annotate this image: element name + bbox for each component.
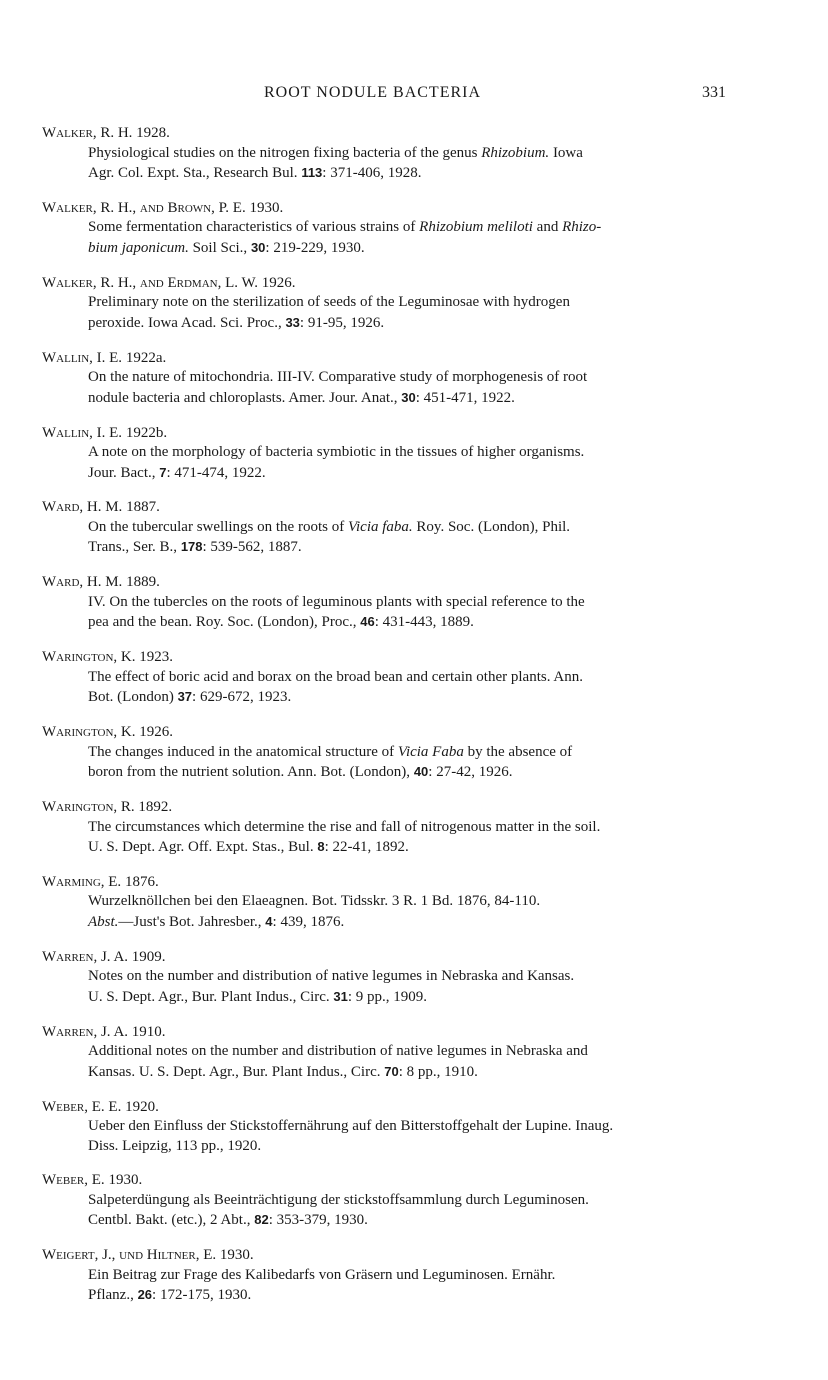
citation-text: : 91-95, 1926. [299, 314, 385, 331]
citation-text: Notes on the number and distribution of native legumes in Nebraska and Kansas. [88, 968, 575, 985]
volume-number: 37 [177, 689, 193, 705]
citation-text: by the absence of [463, 743, 573, 760]
reference-entry [42, 1023, 734, 1083]
citation-text: : 471-474, 1922. [166, 464, 266, 481]
reference-year: 1930. [219, 1247, 254, 1264]
citation-text: nodule bacteria and chloroplasts. Amer. Jour. Anat., [88, 389, 402, 406]
reference-year: 1926. [139, 724, 173, 741]
reference-citation [88, 218, 734, 258]
citation-line [88, 163, 734, 184]
reference-author: Weber, E. [42, 1172, 105, 1189]
citation-line [88, 518, 734, 538]
citation-line [88, 762, 734, 783]
reference-year: 1922b. [125, 424, 168, 441]
citation-text: : 539-562, 1887. [202, 539, 302, 556]
reference-author: Ward, H. M. [42, 574, 123, 591]
citation-text: : 629-672, 1923. [192, 689, 292, 706]
reference-citation [88, 368, 734, 408]
citation-text: Kansas. U. S. Dept. Agr., Bur. Plant Indus., Circ. [88, 1063, 385, 1080]
reference-entry [42, 723, 734, 783]
reference-year: 1889. [126, 574, 160, 591]
citation-text: Preliminary note on the sterilization of seeds of the Leguminosae with hydrogen [88, 294, 570, 311]
reference-year: 1930. [108, 1172, 143, 1189]
citation-text: : 353-379, 1930. [268, 1212, 368, 1229]
citation-text: : 371-406, 1928. [322, 165, 422, 181]
citation-text: IV. On the tubercles on the roots of leguminous plants with special reference to the [88, 593, 585, 610]
reference-entry [42, 124, 734, 184]
volume-number: 31 [333, 988, 348, 1004]
volume-number: 70 [384, 1063, 399, 1079]
reference-heading [42, 424, 734, 444]
reference-heading [42, 1246, 734, 1266]
volume-number: 113 [301, 165, 323, 180]
reference-citation [88, 743, 734, 783]
reference-entry [42, 798, 734, 858]
citation-line [88, 1062, 734, 1083]
reference-citation [88, 1042, 734, 1082]
italic-term: Rhizobium meliloti [419, 219, 533, 236]
reference-year: 1928. [136, 125, 170, 141]
reference-citation [88, 293, 734, 333]
reference-author: Warington, K. [42, 649, 136, 666]
reference-citation [88, 892, 734, 932]
citation-text: The changes induced in the anatomical structure of [88, 743, 398, 760]
citation-line [88, 1191, 734, 1211]
citation-text: Ueber den Einfluss der Stickstoffernährung auf den Bitterstoffgehalt der Lupine. Inaug. [88, 1118, 614, 1135]
citation-line [88, 313, 734, 334]
citation-text: Diss. Leipzig, 113 pp., 1920. [88, 1137, 262, 1154]
citation-text: The effect of boric acid and borax on the broad bean and certain other plants. Ann. [88, 668, 583, 685]
reference-list [42, 124, 734, 1321]
reference-entry [42, 1098, 734, 1157]
citation-line [88, 144, 734, 164]
citation-text: Agr. Col. Expt. Sta., Research Bul. [88, 165, 302, 181]
reference-year: 1876. [124, 873, 159, 890]
citation-line [88, 837, 734, 858]
citation-text: pea and the bean. Roy. Soc. (London), Proc., [88, 614, 361, 631]
reference-citation [88, 443, 734, 483]
reference-entry [42, 498, 734, 558]
citation-line [88, 987, 734, 1008]
citation-line [88, 612, 734, 633]
citation-line [88, 443, 734, 463]
citation-text: Physiological studies on the nitrogen fixing bacteria of the genus [88, 144, 482, 161]
running-title: ROOT NODULE BACTERIA [264, 84, 482, 101]
citation-line [88, 368, 734, 388]
reference-citation [88, 593, 734, 633]
citation-text: : 431-443, 1889. [374, 614, 474, 631]
reference-citation [88, 1266, 734, 1306]
citation-text: Salpeterdüngung als Beeinträchtigung der stickstoffsammlung durch Leguminosen. [88, 1191, 589, 1208]
reference-author: Warren, J. A. [42, 1023, 129, 1040]
citation-text: : 451-471, 1922. [415, 389, 515, 406]
reference-author: Weigert, J., und Hiltner, E. [42, 1247, 217, 1264]
citation-line [88, 388, 734, 409]
reference-heading [42, 873, 734, 893]
citation-text: Pflanz., [88, 1287, 138, 1304]
reference-entry [42, 424, 734, 484]
citation-line [88, 668, 734, 688]
reference-year: 1926. [261, 274, 296, 291]
reference-author: Walker, R. H., and Erdman, L. W. [42, 274, 259, 291]
citation-text: Bot. (London) [88, 689, 178, 706]
reference-year: 1920. [125, 1098, 159, 1115]
citation-line [88, 1137, 734, 1157]
italic-term: Abst. [88, 913, 119, 930]
reference-year: 1922a. [125, 349, 167, 366]
citation-text: On the nature of mitochondria. III-IV. Comparative study of morphogenesis of root [88, 369, 588, 386]
citation-text: : 9 pp., 1909. [347, 988, 428, 1005]
italic-term: bium japonicum. [88, 239, 189, 256]
volume-number: 82 [254, 1212, 269, 1228]
reference-heading [42, 948, 734, 968]
citation-text: : 8 pp., 1910. [398, 1063, 478, 1080]
reference-entry [42, 349, 734, 409]
volume-number: 4 [265, 913, 273, 929]
reference-year: 1887. [126, 499, 160, 516]
volume-number: 178 [180, 539, 203, 555]
citation-line [88, 1285, 734, 1306]
citation-line [88, 238, 734, 259]
citation-text: : 22-41, 1892. [324, 839, 409, 856]
citation-text: A note on the morphology of bacteria symbiotic in the tissues of higher organisms. [88, 444, 585, 461]
citation-text: : 172-175, 1930. [152, 1287, 252, 1304]
italic-term: Vicia Faba [397, 743, 464, 760]
citation-text: U. S. Dept. Agr. Off. Expt. Stas., Bul. [88, 839, 318, 856]
reference-heading [42, 1023, 734, 1043]
reference-author: Wallin, I. E. [42, 424, 123, 441]
italic-term: Vicia faba. [347, 518, 413, 535]
reference-citation [88, 518, 734, 558]
citation-line [88, 293, 734, 313]
volume-number: 40 [413, 764, 429, 780]
reference-author: Warren, J. A. [42, 948, 129, 965]
citation-text: : 439, 1876. [272, 913, 345, 930]
citation-text: Soil Sci., [188, 239, 251, 256]
citation-line [88, 818, 734, 838]
reference-heading [42, 798, 734, 818]
reference-year: 1923. [139, 649, 173, 666]
citation-line [88, 1266, 734, 1286]
reference-citation [88, 818, 734, 858]
reference-year: 1910. [131, 1023, 166, 1040]
volume-number: 7 [159, 464, 167, 480]
page-number: 331 [702, 84, 726, 101]
citation-line [88, 912, 734, 933]
reference-author: Weber, E. E. [42, 1098, 122, 1115]
citation-text: Some fermentation characteristics of various strains of [88, 219, 420, 236]
volume-number: 30 [250, 239, 266, 255]
citation-line [88, 463, 734, 484]
reference-entry [42, 873, 734, 933]
citation-line [88, 537, 734, 558]
citation-text: : 27-42, 1926. [428, 764, 513, 781]
reference-heading [42, 1098, 734, 1118]
reference-entry [42, 573, 734, 633]
citation-line [88, 218, 734, 238]
citation-line [88, 1210, 734, 1231]
volume-number: 33 [285, 314, 300, 330]
citation-line [88, 687, 734, 708]
reference-author: Walker, R. H., and Brown, P. E. [42, 199, 246, 216]
reference-heading [42, 648, 734, 668]
reference-heading [42, 124, 734, 144]
italic-term: Rhizobium. [481, 144, 550, 161]
reference-entry [42, 948, 734, 1008]
citation-text: Additional notes on the number and distribution of native legumes in Nebraska and [88, 1043, 588, 1060]
reference-author: Warington, R. [42, 799, 135, 816]
citation-text: peroxide. Iowa Acad. Sci. Proc., [88, 314, 286, 331]
volume-number: 30 [401, 389, 416, 405]
citation-text: Iowa [549, 144, 583, 161]
citation-line [88, 1042, 734, 1062]
citation-line [88, 892, 734, 912]
citation-text: Centbl. Bakt. (etc.), 2 Abt., [88, 1212, 255, 1229]
reference-author: Warming, E. [42, 873, 122, 890]
reference-entry [42, 274, 734, 334]
reference-citation [88, 668, 734, 708]
reference-year: 1909. [131, 948, 166, 965]
citation-text: and [532, 219, 563, 236]
citation-text: U. S. Dept. Agr., Bur. Plant Indus., Circ. [88, 988, 334, 1005]
reference-author: Walker, R. H. [42, 125, 133, 141]
reference-author: Warington, K. [42, 724, 136, 741]
volume-number: 46 [360, 614, 375, 630]
citation-text: Wurzelknöllchen bei den Elaeagnen. Bot. Tidsskr. 3 R. 1 Bd. 1876, 84-110. [88, 893, 541, 910]
citation-line [88, 967, 734, 987]
reference-entry [42, 1171, 734, 1231]
reference-heading [42, 349, 734, 369]
citation-text: The circumstances which determine the rise and fall of nitrogenous matter in the soil. [88, 818, 601, 835]
citation-line [88, 1117, 734, 1137]
citation-text: boron from the nutrient solution. Ann. Bot. (London), [88, 764, 414, 781]
reference-citation [88, 144, 734, 184]
reference-entry [42, 199, 734, 259]
citation-text: Roy. Soc. (London), Phil. [412, 518, 571, 535]
reference-heading [42, 723, 734, 743]
citation-line [88, 593, 734, 613]
volume-number: 8 [317, 839, 325, 855]
reference-citation [88, 1117, 734, 1156]
reference-author: Wallin, I. E. [42, 349, 123, 366]
reference-heading [42, 274, 734, 294]
reference-heading [42, 199, 734, 219]
reference-heading [42, 498, 734, 518]
italic-term: Rhizo- [562, 219, 602, 236]
reference-author: Ward, H. M. [42, 499, 123, 516]
volume-number: 26 [137, 1287, 153, 1303]
reference-entry [42, 1246, 734, 1306]
citation-text: Trans., Ser. B., [88, 539, 181, 556]
citation-text: Ein Beitrag zur Frage des Kalibedarfs von Gräsern und Leguminosen. Ernähr. [88, 1266, 556, 1283]
citation-text: —Just's Bot. Jahresber., [118, 913, 266, 930]
citation-text: : 219-229, 1930. [265, 239, 365, 256]
running-head [0, 84, 828, 106]
reference-heading [42, 1171, 734, 1191]
reference-entry [42, 648, 734, 708]
reference-citation [88, 1191, 734, 1231]
citation-text: On the tubercular swellings on the roots of [88, 518, 348, 535]
citation-text: Jour. Bact., [88, 464, 160, 481]
reference-heading [42, 573, 734, 593]
reference-citation [88, 967, 734, 1007]
reference-year: 1892. [138, 799, 173, 816]
citation-line [88, 743, 734, 763]
reference-year: 1930. [249, 199, 284, 216]
